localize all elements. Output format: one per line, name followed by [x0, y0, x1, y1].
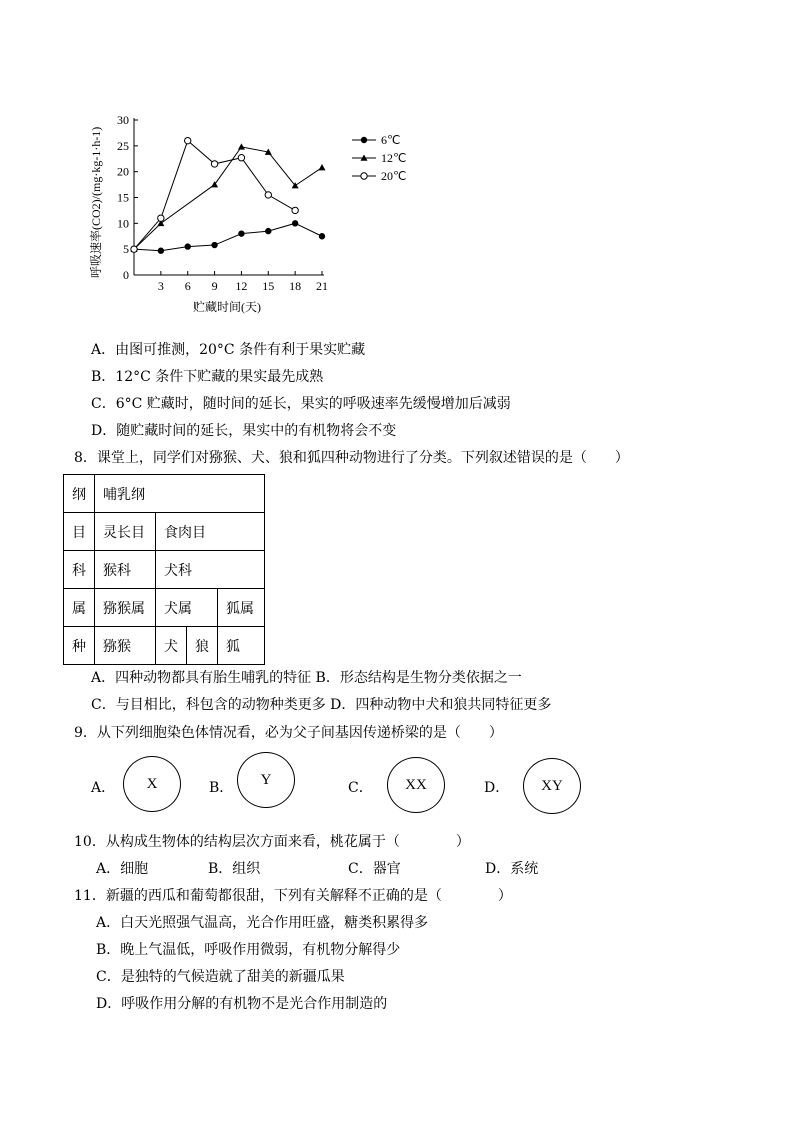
data-point	[238, 143, 245, 149]
data-point	[185, 243, 191, 249]
table-cell: 狼	[187, 627, 218, 665]
y-tick-label: 30	[117, 113, 129, 127]
data-point	[131, 246, 137, 252]
q7-option-d: D．随贮藏时间的延长，果实中的有机物将会不变	[91, 423, 397, 439]
data-point	[319, 164, 326, 170]
x-tick-label: 18	[289, 279, 302, 293]
q11-option-d: D．呼吸作用分解的有机物不是光合作用制造的	[96, 996, 388, 1012]
q11-option-c: C．是独特的气候造就了甜美的新疆瓜果	[96, 969, 345, 985]
data-point	[265, 228, 271, 234]
table-cell: 灵长目	[95, 513, 156, 551]
cell-circle-c: XX	[387, 757, 445, 813]
q10-option-c: C．器官	[348, 861, 401, 877]
table-row	[64, 627, 265, 665]
x-tick-label: 9	[211, 279, 218, 293]
y-tick-label: 20	[117, 164, 129, 179]
legend-marker	[361, 173, 367, 179]
q9-stem: 9．从下列细胞染色体情况看，必为父子间基因传递桥梁的是（ ）	[74, 725, 503, 741]
data-point	[238, 230, 244, 236]
y-tick-label: 5	[123, 242, 129, 257]
q11-stem: 11．新疆的西瓜和葡萄都很甜，下列有关解释不正确的是（ ）	[74, 888, 512, 904]
table-row	[64, 589, 265, 627]
data-point	[185, 137, 191, 143]
x-tick-label: 21	[316, 279, 328, 293]
table-cell: 猕猴	[95, 627, 156, 665]
data-point	[265, 192, 271, 198]
table-cell: 猴科	[95, 551, 156, 589]
q8-stem: 8．课堂上，同学们对猕猴、犬、狼和狐四种动物进行了分类。下列叙述错误的是（ ）	[74, 450, 629, 466]
data-point	[211, 161, 217, 167]
table-cell: 科	[64, 551, 95, 589]
q8-options-line1: A．四种动物都具有胎生哺乳的特征 B．形态结构是生物分类依据之一	[91, 670, 522, 686]
data-point	[238, 155, 244, 161]
y-tick-label: 0	[123, 268, 129, 282]
table-cell: 纲	[64, 475, 95, 513]
respiration-rate-chart	[80, 100, 440, 325]
table-cell: 属	[64, 589, 95, 627]
x-tick-label: 6	[184, 279, 191, 293]
table-cell: 种	[64, 627, 95, 665]
table-row	[64, 551, 265, 589]
y-tick-label: 15	[117, 190, 129, 205]
q10-option-b: B．组织	[208, 861, 261, 877]
x-tick-label: 3	[157, 279, 164, 293]
q11-option-a: A．白天光照强气温高，光合作用旺盛，糖类积累得多	[96, 915, 429, 931]
y-tick-label: 25	[117, 138, 129, 153]
series-1	[131, 143, 326, 252]
cell-circle-a: X	[123, 756, 181, 812]
y-axis-label: 呼吸速率(CO2)/(mg·kg-1·h-1)	[89, 126, 103, 278]
cell-circle-b: Y	[237, 752, 295, 808]
classification-table	[63, 474, 265, 665]
table-cell: 狐属	[218, 589, 265, 627]
series-2	[131, 137, 299, 252]
data-point	[211, 181, 218, 187]
q9-label-a: A．	[91, 780, 116, 796]
x-tick-label: 12	[235, 279, 248, 293]
table-cell: 目	[64, 513, 95, 551]
legend-label: 20℃	[381, 169, 407, 183]
data-point	[158, 215, 164, 221]
q7-option-c: C．6°C 贮藏时，随时间的延长，果实的呼吸速率先缓慢增加后减弱	[91, 396, 511, 412]
data-point	[319, 233, 325, 239]
table-row	[64, 475, 265, 513]
x-axis-label: 贮藏时间(天)	[193, 300, 261, 314]
series-line	[134, 223, 322, 250]
data-point	[158, 248, 164, 254]
table-cell: 哺乳纲	[95, 475, 265, 513]
y-tick-label: 10	[117, 216, 129, 231]
cell-circle-d: XY	[523, 758, 581, 814]
data-point	[292, 220, 298, 226]
q8-options-line2: C．与目相比，科包含的动物种类更多 D．四种动物中犬和狼共同特征更多	[91, 697, 552, 713]
legend-label: 6℃	[381, 133, 401, 147]
legend-label: 12℃	[381, 151, 407, 165]
table-cell: 犬	[156, 627, 187, 665]
table-cell: 犬属	[156, 589, 218, 627]
q10-option-d: D．系统	[485, 861, 539, 877]
data-point	[211, 242, 217, 248]
table-cell: 猕猴属	[95, 589, 156, 627]
q7-option-a: A．由图可推测，20°C 条件有利于果实贮藏	[91, 342, 366, 358]
q9-label-d: D．	[484, 780, 510, 796]
series-line	[134, 147, 322, 249]
q9-label-b: B．	[209, 780, 234, 796]
q11-option-b: B．晚上气温低，呼吸作用微弱，有机物分解得少	[96, 942, 401, 958]
table-row	[64, 513, 265, 551]
legend-marker	[361, 137, 367, 143]
table-cell: 狐	[218, 627, 265, 665]
q10-option-a: A．细胞	[96, 861, 149, 877]
data-point	[292, 207, 298, 213]
q7-option-b: B．12°C 条件下贮藏的果实最先成熟	[91, 369, 324, 385]
table-cell: 食肉目	[156, 513, 265, 551]
q10-stem: 10．从构成生物体的结构层次方面来看，桃花属于（ ）	[74, 834, 470, 850]
table-cell: 犬科	[156, 551, 265, 589]
q9-label-c: C．	[348, 780, 373, 796]
x-tick-label: 15	[262, 279, 275, 293]
